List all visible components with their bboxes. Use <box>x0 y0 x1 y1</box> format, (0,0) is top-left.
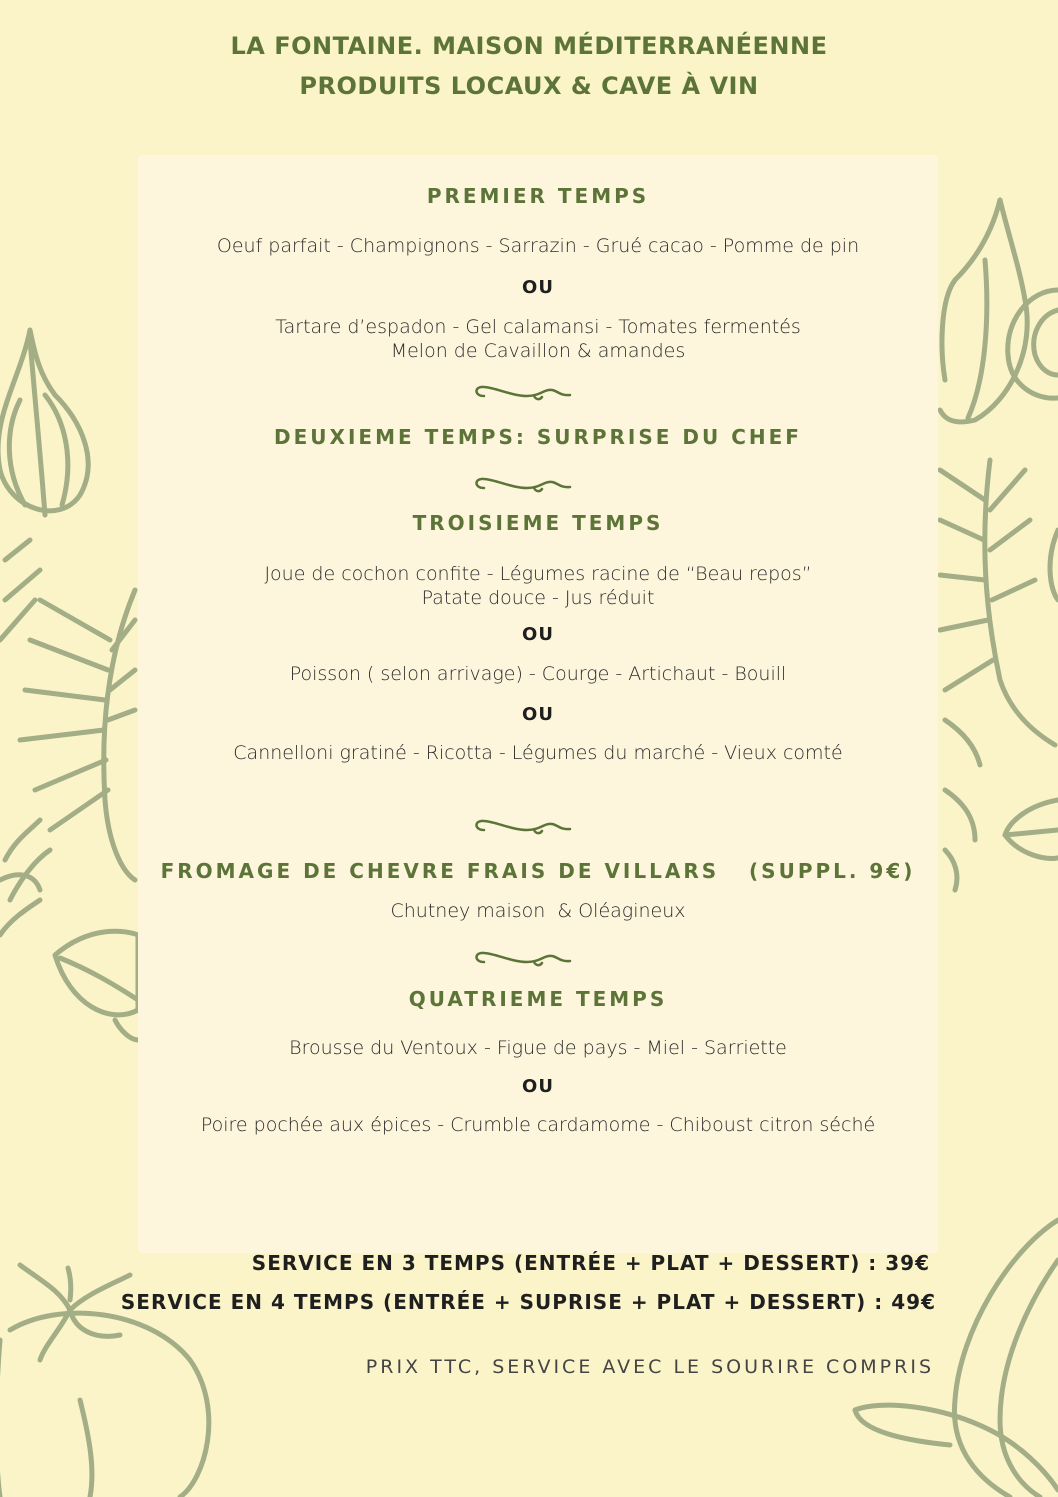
dish-poire: Poire pochée aux épices - Crumble cardamome - Chiboust citron séché <box>200 1114 876 1136</box>
section-heading-fromage: FROMAGE DE CHEVRE FRAIS DE VILLARS (SUPPL. 9€) <box>160 859 916 883</box>
herb-sprig-icon <box>940 460 1058 745</box>
section-heading-quatrieme: QUATRIEME TEMPS <box>408 987 668 1011</box>
leaf-icon <box>1005 800 1058 858</box>
price-four-courses: SERVICE EN 4 TEMPS (ENTRÉE + SUPRISE + PLAT + DESSERT) : 49€ <box>120 1290 936 1314</box>
or-separator: OU <box>522 1076 554 1097</box>
swirl-divider-icon <box>472 816 572 838</box>
or-separator: OU <box>522 624 554 645</box>
herb-sprig-icon <box>0 540 135 880</box>
restaurant-name: LA FONTAINE. MAISON MÉDITERRANÉENNE <box>230 32 828 60</box>
section-heading-deuxieme: DEUXIEME TEMPS: SURPRISE DU CHEF <box>274 425 802 449</box>
parsley-icon <box>0 820 50 935</box>
swirl-divider-icon <box>472 474 572 496</box>
dish-cannelloni: Cannelloni gratiné - Ricotta - Légumes du marché - Vieux comté <box>233 742 843 764</box>
garlic-icon <box>0 330 88 515</box>
dish-joue-line2: Patate douce - Jus réduit <box>421 587 655 609</box>
parsley-icon <box>945 720 980 890</box>
price-three-courses: SERVICE EN 3 TEMPS (ENTRÉE + PLAT + DESSERT) : 39€ <box>251 1251 930 1275</box>
dish-poisson: Poisson ( selon arrivage) - Courge - Artichaut - Bouill <box>289 663 787 685</box>
or-separator: OU <box>522 704 554 725</box>
or-separator: OU <box>522 277 554 298</box>
dish-tartare-line2: Melon de Cavaillon & amandes <box>390 340 686 362</box>
swirl-divider-icon <box>472 382 572 404</box>
section-heading-troisieme: TROISIEME TEMPS <box>412 511 664 535</box>
dish-tartare-line1: Tartare d’espadon - Gel calamansi - Tomates fermentés <box>275 316 801 338</box>
leaf-icon <box>55 931 138 1040</box>
dish-joue-line1: Joue de cochon confite - Légumes racine de “Beau repos” <box>264 563 812 585</box>
swirl-divider-icon <box>472 948 572 970</box>
dish-brousse: Brousse du Ventoux - Figue de pays - Miel - Sarriette <box>289 1037 787 1059</box>
dish-chutney: Chutney maison & Oléagineux <box>390 900 686 922</box>
dish-oeuf-parfait: Oeuf parfait - Champignons - Sarrazin - Grué cacao - Pomme de pin <box>216 235 860 257</box>
restaurant-tagline: PRODUITS LOCAUX & CAVE À VIN <box>299 72 759 100</box>
onion-icon <box>940 200 1058 422</box>
section-heading-premier: PREMIER TEMPS <box>426 184 650 208</box>
price-note: PRIX TTC, SERVICE AVEC LE SOURIRE COMPRIS <box>365 1356 934 1378</box>
